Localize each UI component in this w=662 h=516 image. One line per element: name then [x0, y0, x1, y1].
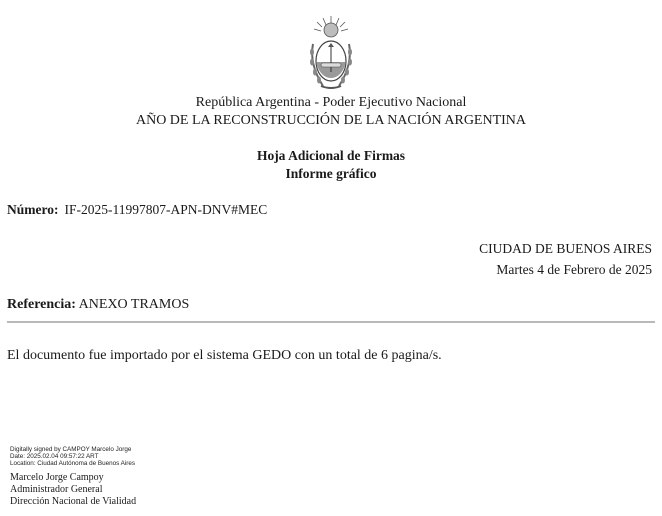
document-title: Hoja Adicional de Firmas — [256, 148, 406, 163]
reference-label: Referencia: — [7, 297, 76, 312]
document-number — [7, 202, 267, 218]
signer-office: Dirección Nacional de Vialidad — [10, 496, 137, 507]
digital-signature-stamp — [10, 446, 135, 467]
signer-block — [10, 472, 136, 508]
reference — [7, 297, 189, 313]
digital-signature-signer: Digitally signed by CAMPOY Marcelo Jorge — [10, 446, 132, 453]
signer-name: Marcelo Jorge Campoy — [10, 472, 104, 483]
divider — [7, 321, 655, 323]
document-body: El documento fue importado por el sistema GEDO con un total de 6 pagina/s. — [7, 348, 442, 363]
document-number-label: Número: — [7, 202, 59, 217]
signer-role: Administrador General — [10, 484, 103, 495]
digital-signature-date: Date: 2025.02.04 09:57:22 ART — [10, 453, 99, 460]
coat-of-arms-icon — [303, 14, 359, 94]
document-number-value: IF-2025-11997807-APN-DNV#MEC — [64, 202, 268, 217]
document-date: Martes 4 de Febrero de 2025 — [496, 262, 652, 277]
reference-value: ANEXO TRAMOS — [78, 297, 190, 312]
digital-signature-location: Location: Ciudad Autónoma de Buenos Aires — [10, 460, 135, 467]
document-subtitle: Informe gráfico — [285, 166, 377, 181]
header-government-line: República Argentina - Poder Ejecutivo Nacional — [195, 95, 467, 110]
document-city: CIUDAD DE BUENOS AIRES — [479, 241, 652, 256]
header-year-motto: AÑO DE LA RECONSTRUCCIÓN DE LA NACIÓN ARGENTINA — [135, 113, 527, 128]
